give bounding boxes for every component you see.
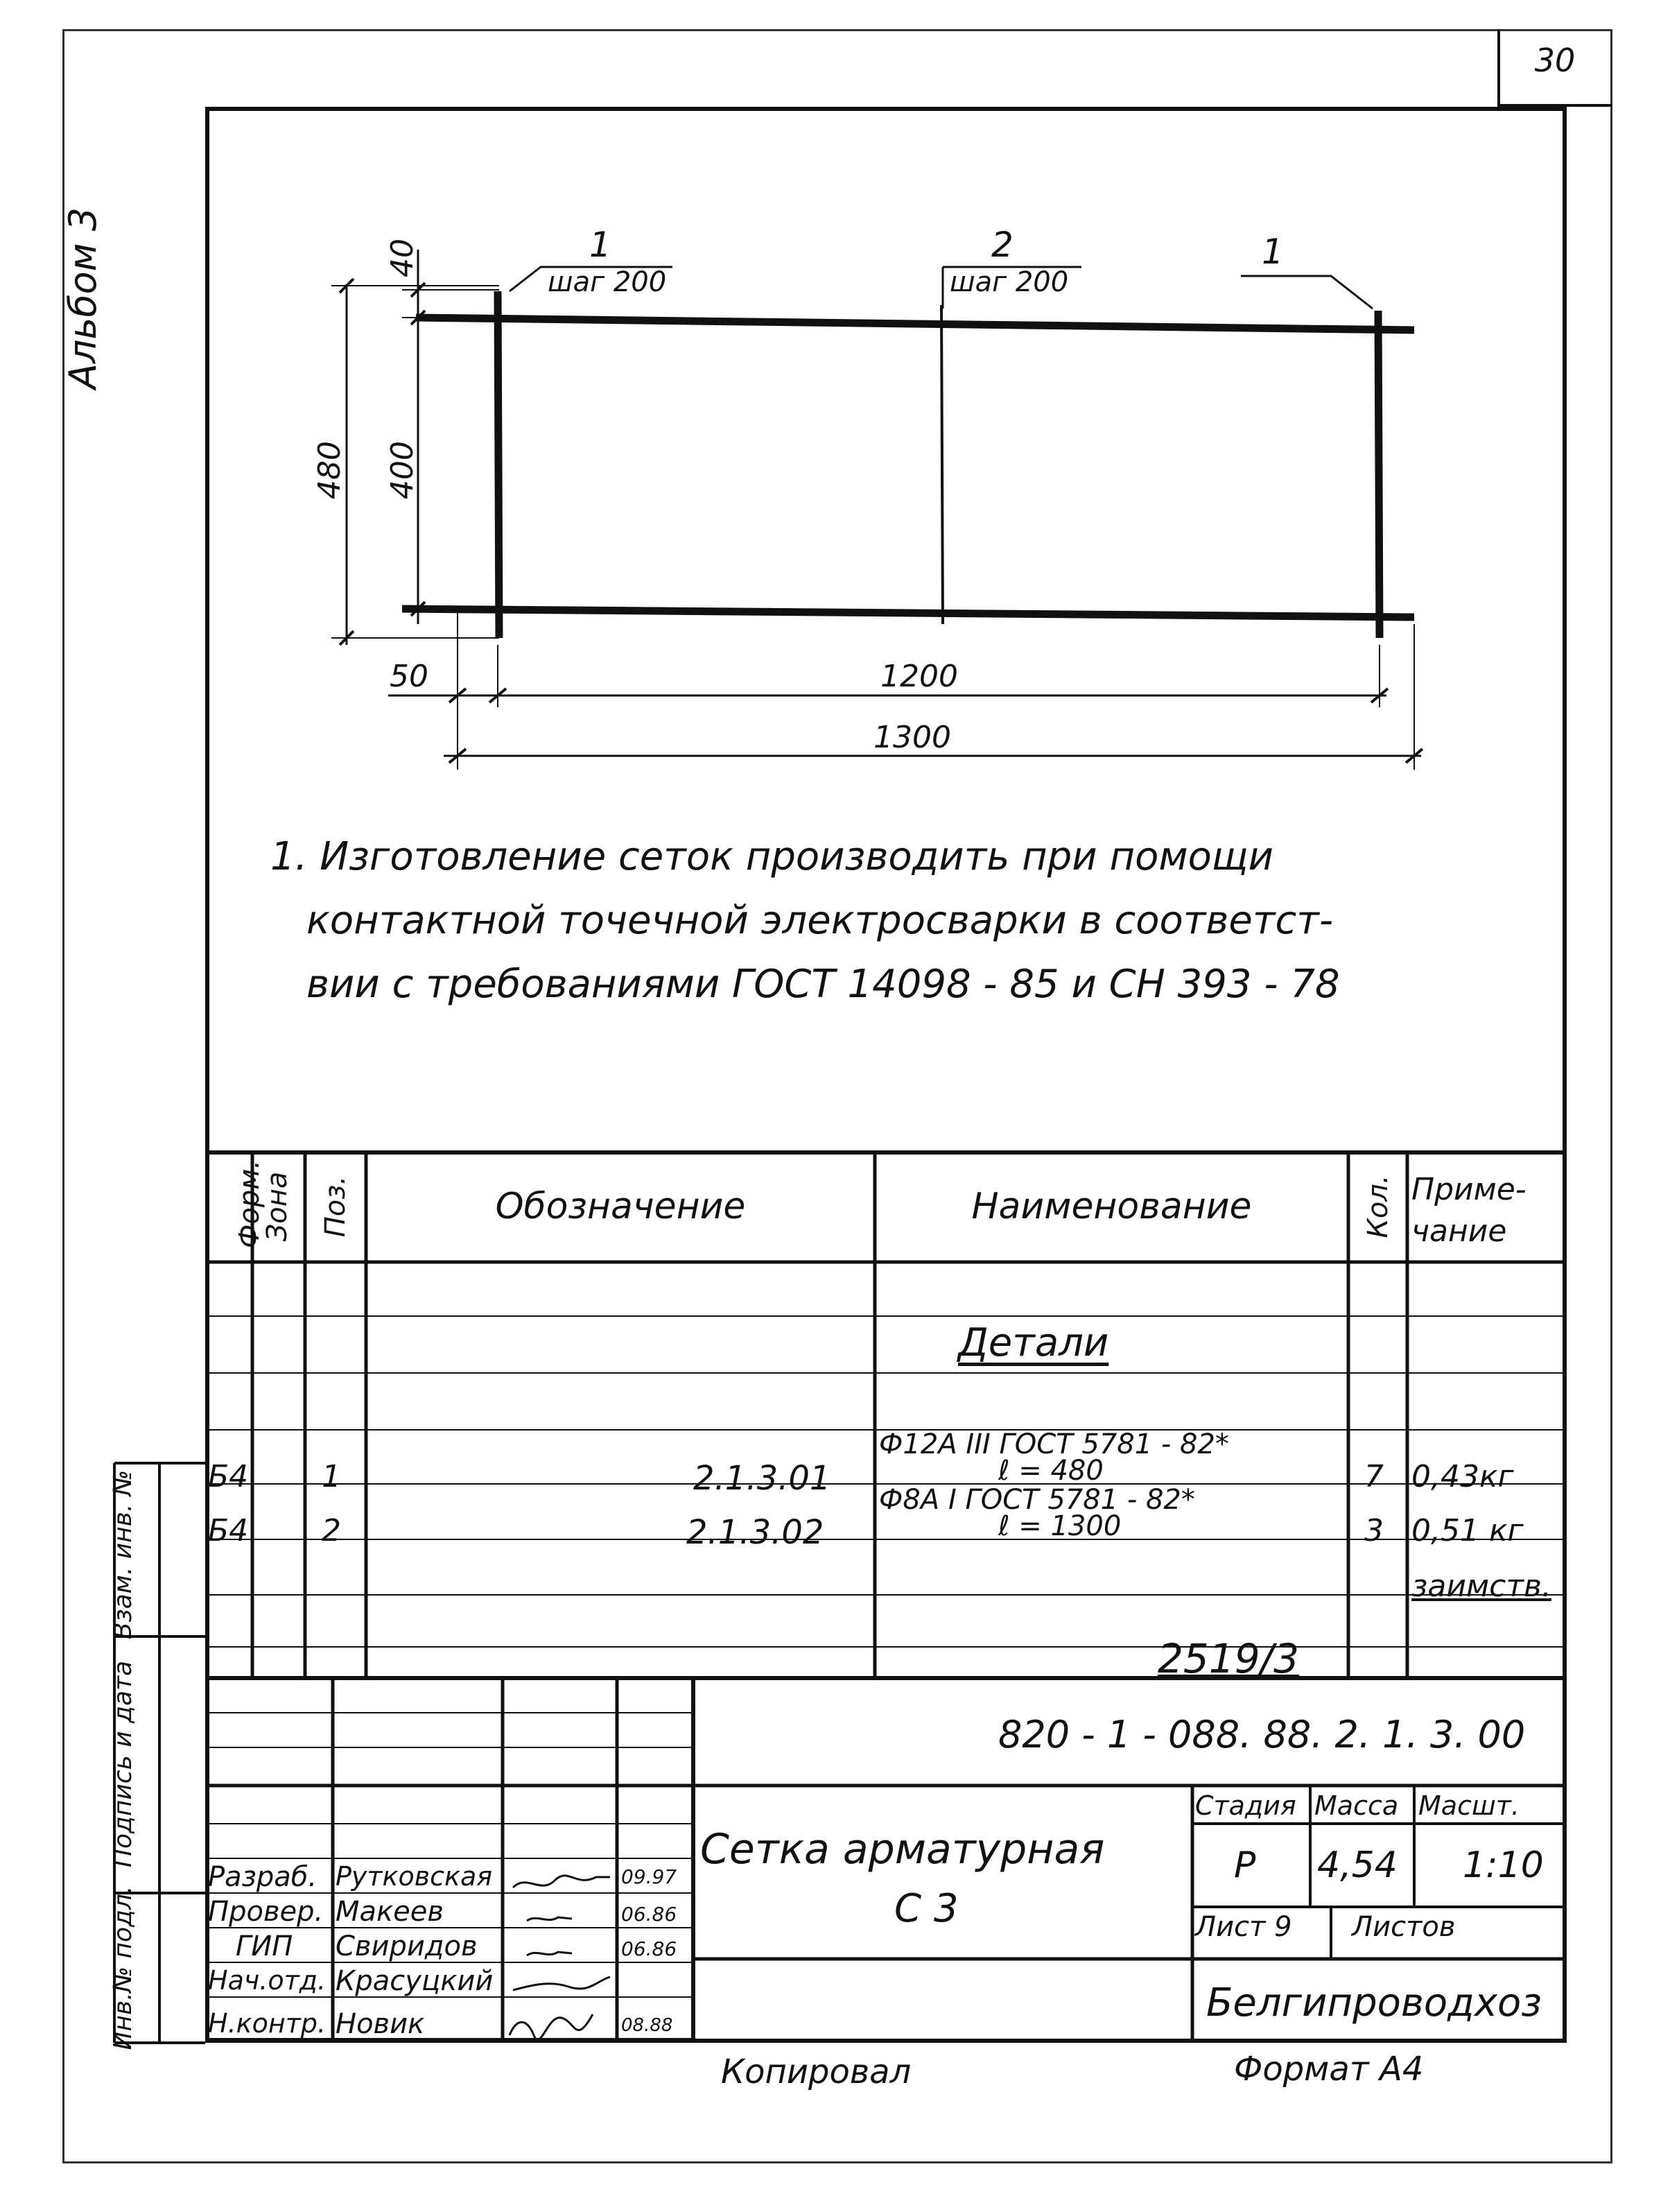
sig-name-4: Красуцкий: [336, 1965, 494, 1997]
header-zone: Зона: [261, 1171, 293, 1242]
stamp-inv-orig: Инв.№ подл.: [109, 1885, 137, 2050]
dim-1200: 1200: [880, 659, 958, 694]
sig-name-2: Макеев: [336, 1896, 444, 1928]
header-designation: Обозначение: [495, 1186, 746, 1227]
signature-1: [513, 1876, 610, 1887]
signature-4: [513, 1977, 610, 1990]
note-line-1: 1. Изготовление сеток производить при помощи: [270, 834, 1274, 879]
sig-role-1: Разраб.: [208, 1861, 317, 1893]
signature-2: [527, 1917, 572, 1921]
signature-3: [527, 1952, 572, 1955]
row1-note: 0,43кг: [1411, 1459, 1514, 1494]
borrowed-note: заимств.: [1411, 1569, 1551, 1604]
signature-5: [510, 2014, 593, 2040]
sheet-label: Лист 9: [1195, 1911, 1292, 1943]
stage-value: Р: [1234, 1844, 1256, 1886]
row1-name-line2: ℓ = 480: [998, 1455, 1104, 1487]
row2-designation: 2.1.3.02: [686, 1513, 824, 1552]
title-line-1: Сетка арматурная: [700, 1825, 1105, 1874]
header-note-line2: чание: [1411, 1213, 1507, 1249]
row2-qty: 3: [1364, 1513, 1384, 1548]
dim-400: 400: [385, 441, 420, 499]
callout-3-pos: 1: [1262, 232, 1284, 272]
row1-designation: 2.1.3.01: [693, 1459, 831, 1498]
copied-label: Копировал: [721, 2053, 912, 2091]
row1-qty: 7: [1364, 1459, 1384, 1494]
mass-label: Масса: [1314, 1790, 1399, 1821]
row2-note: 0,51 кг: [1411, 1513, 1524, 1548]
row2-name-line2: ℓ = 1300: [998, 1510, 1122, 1542]
callout-2-pos: 2: [991, 225, 1014, 265]
sig-name-5: Новик: [336, 2008, 425, 2040]
handwritten-number: 2519/3: [1158, 1635, 1300, 1682]
header-name: Наименование: [971, 1186, 1252, 1227]
sig-role-2: Провер.: [208, 1896, 324, 1928]
sig-role-4: Нач.отд.: [208, 1965, 327, 1996]
scale-value: 1:10: [1463, 1844, 1544, 1886]
title-line-2: С 3: [894, 1886, 959, 1931]
callout-2-step: шаг 200: [950, 266, 1069, 298]
header-form: Форм.: [234, 1159, 266, 1248]
sheets-label: Листов: [1352, 1911, 1456, 1943]
callout-1-pos: 1: [589, 225, 611, 265]
page-number: 30: [1534, 42, 1576, 79]
row2-form: Б4: [208, 1513, 249, 1548]
format-label: Формат А4: [1234, 2050, 1424, 2089]
row2-pos: 2: [322, 1513, 341, 1548]
sig-date-3: 06.86: [621, 1937, 677, 1960]
sig-name-1: Рутковская: [336, 1861, 493, 1892]
dim-50: 50: [390, 659, 428, 694]
album-label: Альбом 3: [61, 207, 105, 389]
sig-name-3: Свиридов: [336, 1930, 478, 1962]
sig-date-5: 08.88: [621, 2015, 673, 2036]
note-line-2: контактной точечной электросварки в соответст-: [306, 898, 1334, 943]
dim-480: 480: [312, 441, 347, 499]
sig-date-1: 09.97: [621, 1865, 677, 1888]
section-title: Детали: [958, 1320, 1109, 1365]
sig-date-2: 06.86: [621, 1903, 677, 1926]
sig-role-3: ГИП: [236, 1930, 293, 1962]
callout-1-step: шаг 200: [548, 266, 667, 298]
document-code: 820 - 1 - 088. 88. 2. 1. 3. 00: [998, 1713, 1526, 1756]
mass-value: 4,54: [1317, 1844, 1398, 1886]
header-qty: Кол.: [1362, 1175, 1394, 1238]
header-pos: Поз.: [320, 1175, 351, 1238]
dim-40: 40: [385, 239, 420, 277]
sig-role-5: Н.контр.: [208, 2008, 327, 2039]
note-line-3: вии с требованиями ГОСТ 14098 - 85 и СН 393 - 78: [306, 962, 1340, 1007]
row1-pos: 1: [322, 1459, 341, 1494]
dim-1300: 1300: [873, 720, 951, 755]
scale-label: Масшт.: [1418, 1790, 1520, 1821]
header-note-line1: Приме-: [1411, 1172, 1526, 1207]
stamp-sign-date: Подпись и дата: [109, 1660, 137, 1868]
stage-label: Стадия: [1195, 1790, 1296, 1821]
stamp-replace-inv: Взам. инв. №: [109, 1469, 137, 1640]
row1-name-line1: Ф12А III ГОСТ 5781 - 82*: [879, 1428, 1229, 1460]
row2-name-line1: Ф8А I ГОСТ 5781 - 82*: [879, 1484, 1195, 1516]
row1-form: Б4: [208, 1459, 249, 1494]
organization: Белгипроводхоз: [1206, 1980, 1542, 2025]
